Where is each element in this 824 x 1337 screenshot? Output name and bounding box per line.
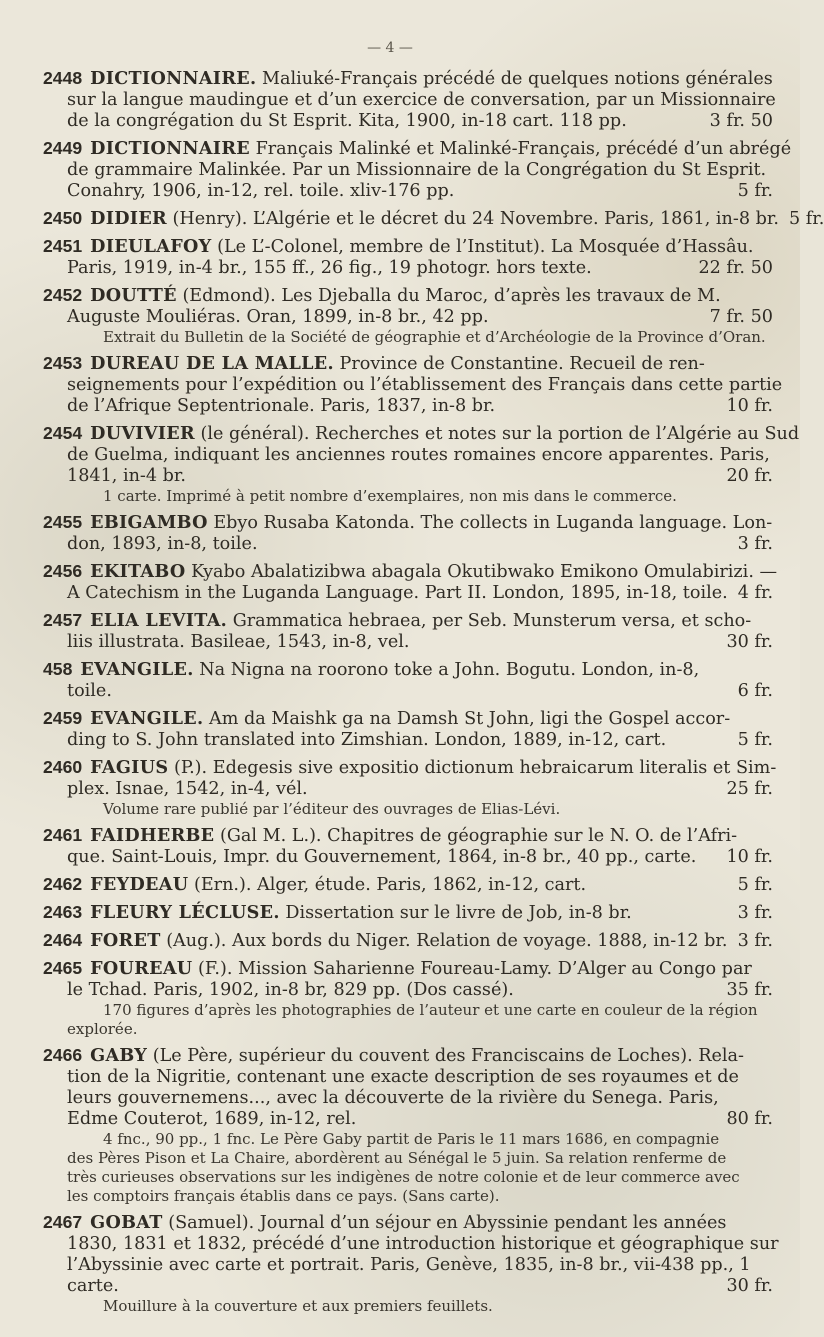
entry-note: très curieuses observations sur les indigènes de notre colonie et de leur commerce avec <box>67 1168 740 1186</box>
catalogue-entry <box>43 512 773 555</box>
entry-line <box>43 847 773 868</box>
entry-body-text: Auguste Mouliéras. Oran, 1899, in-8 br., 42 pp. <box>67 307 489 327</box>
entry-text <box>43 423 799 445</box>
entry-first-line <box>43 930 773 952</box>
entry-heading: DIDIER <box>90 208 167 229</box>
entry-text <box>67 445 770 466</box>
entry-line <box>43 160 773 181</box>
entry-heading: GOBAT <box>90 1212 163 1233</box>
entry-number: 2448 <box>43 68 83 88</box>
entry-note: Volume rare publié par l’éditeur des ouvrages de Elias-Lévi. <box>103 800 561 818</box>
entry-heading: FAIDHERBE <box>90 825 215 846</box>
entry-number: 2465 <box>43 958 83 978</box>
catalogue-entry <box>43 208 824 230</box>
entry-price: 3 fr. <box>737 903 773 923</box>
catalogue-entry <box>43 285 773 347</box>
entry-text <box>67 396 495 417</box>
entry-price: 4 fr. <box>737 583 774 603</box>
entry-number: 2454 <box>43 423 83 443</box>
entry-heading: DIEULAFOY <box>90 236 212 257</box>
entry-text <box>67 307 489 328</box>
entry-body-text: (P.). Edegesis sive expositio dictionum hebraicarum literalis et Sim- <box>173 758 777 778</box>
catalogue-list <box>43 68 824 1322</box>
entry-first-line <box>43 659 773 681</box>
entry-first-line <box>43 1045 773 1067</box>
entry-note: les comptoirs français établis dans ce pays. (Sans carte). <box>67 1187 500 1205</box>
entry-body-text: (Aug.). Aux bords du Niger. Relation de voyage. 1888, in-12 br. <box>166 931 728 951</box>
entry-body-text: 1841, in-4 br. <box>67 466 186 486</box>
entry-number: 2467 <box>43 1212 83 1232</box>
entry-note: 4 fnc., 90 pp., 1 fnc. Le Père Gaby partit de Paris le 11 mars 1686, en compagnie <box>103 1130 720 1148</box>
entry-text <box>43 561 777 583</box>
catalogue-entry <box>43 353 783 417</box>
entry-body-text: Maliuké-Français précédé de quelques notions générales <box>261 69 773 89</box>
entry-line <box>43 90 776 111</box>
entry-heading: DUREAU DE LA MALLE. <box>90 353 334 374</box>
entry-note: 170 figures d’après les photographies de l’auteur et une carte en couleur de la région <box>103 1001 758 1019</box>
entry-heading: GABY <box>90 1045 148 1066</box>
entry-first-line <box>43 353 773 375</box>
entry-line <box>43 396 773 417</box>
entry-text <box>67 111 627 132</box>
entry-body-text: de Guelma, indiquant les anciennes routes romaines encore apparentes. Paris, <box>67 445 770 465</box>
entry-price: 3 fr. <box>737 931 773 951</box>
entry-line <box>43 730 773 751</box>
entry-text <box>43 68 773 90</box>
entry-first-line <box>43 610 773 632</box>
entry-body-text: (Le L’-Colonel, membre de l’Institut). La Mosquée d’Hassâu. <box>217 237 754 257</box>
entry-line <box>43 1067 773 1088</box>
entry-number: 2464 <box>43 930 83 950</box>
entry-body-text: don, 1893, in-8, toile. <box>67 534 258 554</box>
entry-number: 2452 <box>43 285 83 305</box>
entry-number: 2461 <box>43 825 83 845</box>
entry-text <box>43 353 705 375</box>
entry-first-line <box>43 958 773 980</box>
entry-body-text: 1830, 1831 et 1832, précédé d’une introduction historique et géographique sur <box>67 1234 779 1254</box>
entry-price: 5 fr. <box>788 209 824 229</box>
entry-heading: FAGIUS <box>90 757 169 778</box>
entry-body-text: Kyabo Abalatizibwa abagala Okutibwako Emikono Omulabirizi. — <box>191 562 778 582</box>
entry-number: 2457 <box>43 610 83 630</box>
entry-heading: DUVIVIER <box>90 423 195 444</box>
entry-line <box>43 534 773 555</box>
entry-text <box>67 1276 119 1297</box>
entry-text <box>67 1088 719 1109</box>
entry-text <box>67 181 454 202</box>
entry-line <box>43 1109 773 1130</box>
entry-line <box>43 1255 773 1276</box>
catalogue-entry <box>43 68 776 132</box>
entry-text <box>43 236 754 258</box>
entry-body-text: seignements pour l’expédition ou l’établissement des Français dans cette partie <box>67 375 783 395</box>
entry-body-text: Am da Maishk ga na Damsh St John, ligi the Gospel accor- <box>209 709 731 729</box>
entry-text <box>67 980 514 1001</box>
entry-body-text: (Ern.). Alger, étude. Paris, 1862, in-12, cart. <box>193 875 587 895</box>
entry-line <box>43 1276 773 1297</box>
entry-text <box>67 90 776 111</box>
entry-heading: DICTIONNAIRE <box>90 138 250 159</box>
entry-text <box>43 902 632 924</box>
entry-text <box>43 708 730 730</box>
entry-number: 2456 <box>43 561 83 581</box>
entry-text <box>67 466 186 487</box>
entry-line <box>43 681 773 702</box>
entry-body-text: que. Saint-Louis, Impr. du Gouvernement, 1864, in-8 br., 40 pp., carte. <box>67 847 697 867</box>
entry-body-text: A Catechism in the Luganda Language. Part II. London, 1895, in-18, toile. <box>67 583 728 603</box>
entry-line <box>43 1088 773 1109</box>
entry-text <box>67 534 258 555</box>
entry-body-text: Edme Couterot, 1689, in-12, rel. <box>67 1109 357 1129</box>
entry-text <box>67 632 409 653</box>
entry-note: Mouillure à la couverture et aux premiers feuillets. <box>103 1297 493 1315</box>
entry-text <box>67 583 728 604</box>
entry-line <box>43 632 773 653</box>
catalogue-entry <box>43 659 773 702</box>
entry-heading: EVANGILE. <box>90 708 204 729</box>
entry-first-line <box>43 285 773 307</box>
entry-line <box>43 980 773 1001</box>
entry-line <box>43 445 773 466</box>
entry-body-text: Na Nigna na roorono toke a John. Bogutu. London, in-8, <box>199 660 700 680</box>
entry-text <box>43 138 791 160</box>
entry-body-text: l’Abyssinie avec carte et portrait. Paris, Genève, 1835, in-8 br., vii-438 pp., 1 <box>67 1255 751 1275</box>
entry-note: explorée. <box>67 1020 138 1038</box>
entry-body-text: toile. <box>67 681 112 701</box>
entry-text <box>43 757 776 779</box>
entry-body-text: (Gal M. L.). Chapitres de géographie sur le N. O. de l’Afri- <box>219 826 738 846</box>
entry-body-text: Ebyo Rusaba Katonda. The collects in Luganda language. Lon- <box>213 513 773 533</box>
entry-text <box>43 659 699 681</box>
entry-body-text: de l’Afrique Septentrionale. Paris, 1837, in-8 br. <box>67 396 496 416</box>
entry-price: 22 fr. 50 <box>698 258 773 278</box>
entry-text <box>43 208 779 230</box>
entry-first-line <box>43 825 773 847</box>
entry-body-text: sur la langue maudingue et d’un exercice de conversation, par un Missionnaire <box>67 90 776 110</box>
entry-price: 10 fr. <box>726 847 773 867</box>
catalogue-entry <box>43 757 777 819</box>
entry-text <box>43 285 721 307</box>
entry-body-text: (Edmond). Les Djeballa du Maroc, d’après les travaux de M. <box>182 286 721 306</box>
entry-line <box>43 583 773 604</box>
entry-price: 30 fr. <box>726 632 773 652</box>
entry-price: 5 fr. <box>737 181 773 201</box>
entry-text <box>43 512 772 534</box>
catalogue-entry <box>43 874 773 896</box>
entry-body-text: Grammatica hebraea, per Seb. Munsterum versa, et scho- <box>232 611 752 631</box>
entry-number: 2466 <box>43 1045 83 1065</box>
catalogue-entry <box>43 138 792 202</box>
entry-text <box>67 160 766 181</box>
entry-first-line <box>43 236 773 258</box>
entry-number: 2455 <box>43 512 83 532</box>
entry-text <box>67 681 112 702</box>
entry-body-text: (Le Père, supérieur du couvent des Franciscains de Loches). Rela- <box>152 1046 744 1066</box>
entry-number: 458 <box>43 659 73 679</box>
entry-heading: EBIGAMBO <box>90 512 208 533</box>
entry-line <box>43 375 783 396</box>
entry-heading: DICTIONNAIRE. <box>90 68 257 89</box>
entry-number: 2459 <box>43 708 83 728</box>
entry-price: 35 fr. <box>726 980 773 1000</box>
catalogue-entry <box>43 610 773 653</box>
entry-body-text: (Samuel). Journal d’un séjour en Abyssinie pendant les années <box>168 1213 727 1233</box>
entry-line <box>43 258 773 279</box>
entry-heading: ELIA LEVITA. <box>90 610 228 631</box>
entry-heading: EKITABO <box>90 561 186 582</box>
entry-body-text: Dissertation sur le livre de Job, in-8 br. <box>285 903 632 923</box>
entry-text <box>67 847 696 868</box>
entry-text <box>43 958 752 980</box>
entry-heading: EVANGILE. <box>80 659 194 680</box>
entry-heading: FOUREAU <box>90 958 193 979</box>
entry-first-line <box>43 708 773 730</box>
entry-first-line <box>43 757 777 779</box>
entry-text <box>43 1045 744 1067</box>
entry-first-line <box>43 561 778 583</box>
entry-text <box>67 1067 739 1088</box>
entry-first-line <box>43 138 792 160</box>
catalogue-entry <box>43 930 773 952</box>
entry-note: 1 carte. Imprimé à petit nombre d’exemplaires, non mis dans le commerce. <box>103 487 677 505</box>
entry-line <box>43 779 773 800</box>
entry-body-text: (Henry). L’Algérie et le décret du 24 Novembre. Paris, 1861, in-8 br. <box>172 209 779 229</box>
entry-price: 5 fr. <box>737 730 773 750</box>
entry-price: 3 fr. 50 <box>709 111 773 131</box>
entry-price: 20 fr. <box>726 466 773 486</box>
entry-first-line <box>43 874 773 896</box>
catalogue-entry <box>43 1045 773 1206</box>
entry-body-text: tion de la Nigritie, contenant une exacte description de ses royaumes et de <box>67 1067 739 1087</box>
entry-body-text: plex. Isnae, 1542, in-4, vél. <box>67 779 308 799</box>
entry-text <box>43 825 737 847</box>
entry-heading: FEYDEAU <box>90 874 189 895</box>
entry-price: 80 fr. <box>726 1109 773 1129</box>
entry-first-line <box>43 68 773 90</box>
entry-body-text: Conahry, 1906, in-12, rel. toile. xliv-176 pp. <box>67 181 455 201</box>
entry-number: 2463 <box>43 902 83 922</box>
entry-number: 2451 <box>43 236 83 256</box>
entry-number: 2450 <box>43 208 83 228</box>
entry-first-line <box>43 902 773 924</box>
catalogue-entry <box>43 825 773 868</box>
catalogue-entry <box>43 561 778 604</box>
entry-body-text: carte. <box>67 1276 119 1296</box>
entry-number: 2453 <box>43 353 83 373</box>
entry-heading: FLEURY LÉCLUSE. <box>90 902 280 923</box>
entry-body-text: (le général). Recherches et notes sur la portion de l’Algérie au Sud <box>200 424 800 444</box>
catalogue-entry <box>43 902 773 924</box>
entry-line <box>43 307 773 328</box>
catalogue-entry <box>43 236 773 279</box>
entry-price: 5 fr. <box>737 875 773 895</box>
entry-body-text: leurs gouvernemens..., avec la découverte de la rivière du Senega. Paris, <box>67 1088 719 1108</box>
entry-price: 25 fr. <box>726 779 773 799</box>
entry-text <box>67 730 666 751</box>
entry-body-text: liis illustrata. Basileae, 1543, in-8, vel. <box>67 632 410 652</box>
entry-price: 10 fr. <box>726 396 773 416</box>
entry-text <box>67 375 782 396</box>
entry-heading: DOUTTÉ <box>90 285 177 306</box>
entry-heading: FORET <box>90 930 161 951</box>
catalogue-entry <box>43 423 800 506</box>
entry-text <box>67 258 592 279</box>
entry-price: 3 fr. <box>737 534 773 554</box>
entry-body-text: de grammaire Malinkée. Par un Missionnaire de la Congrégation du St Esprit. <box>67 160 767 180</box>
entry-note: Extrait du Bulletin de la Société de géographie et d’Archéologie de la Province d’Oran. <box>103 328 766 346</box>
entry-number: 2460 <box>43 757 83 777</box>
entry-text <box>43 930 728 952</box>
entry-body-text: Paris, 1919, in-4 br., 155 ff., 26 fig., 19 photogr. hors texte. <box>67 258 592 278</box>
entry-first-line <box>43 423 800 445</box>
entry-first-line <box>43 512 773 534</box>
entry-text <box>67 1234 779 1255</box>
entry-text <box>67 779 308 800</box>
entry-body-text: Province de Constantine. Recueil de ren- <box>339 354 705 374</box>
entry-text <box>67 1255 751 1276</box>
entry-first-line <box>43 208 824 230</box>
entry-number: 2462 <box>43 874 83 894</box>
catalogue-entry <box>43 1212 779 1316</box>
entry-text <box>43 610 751 632</box>
page-number: — 4 — <box>367 40 413 56</box>
entry-body-text: de la congrégation du St Esprit. Kita, 1900, in-18 cart. 118 pp. <box>67 111 627 131</box>
entry-text <box>43 1212 726 1234</box>
entry-line <box>43 1234 779 1255</box>
entry-price: 30 fr. <box>726 1276 773 1296</box>
catalogue-entry <box>43 958 773 1039</box>
entry-first-line <box>43 1212 773 1234</box>
entry-text <box>43 874 586 896</box>
catalogue-entry <box>43 708 773 751</box>
entry-note: des Pères Pison et La Chaire, abordèrent au Sénégal le 5 juin. Sa relation renferme de <box>67 1149 727 1167</box>
entry-text <box>67 1109 356 1130</box>
entry-number: 2449 <box>43 138 83 158</box>
entry-line <box>43 111 773 132</box>
entry-body-text: Français Malinké et Malinké-Français, précédé d’un abrégé <box>255 139 792 159</box>
entry-body-text: (F.). Mission Saharienne Foureau-Lamy. D’Alger au Congo par <box>198 959 752 979</box>
entry-line <box>43 181 773 202</box>
entry-price: 6 fr. <box>737 681 773 701</box>
entry-body-text: ding to S. John translated into Zimshian. London, 1889, in-12, cart. <box>67 730 667 750</box>
entry-body-text: le Tchad. Paris, 1902, in-8 br, 829 pp. (Dos cassé). <box>67 980 514 1000</box>
entry-line <box>43 466 773 487</box>
entry-price: 7 fr. 50 <box>709 307 773 327</box>
